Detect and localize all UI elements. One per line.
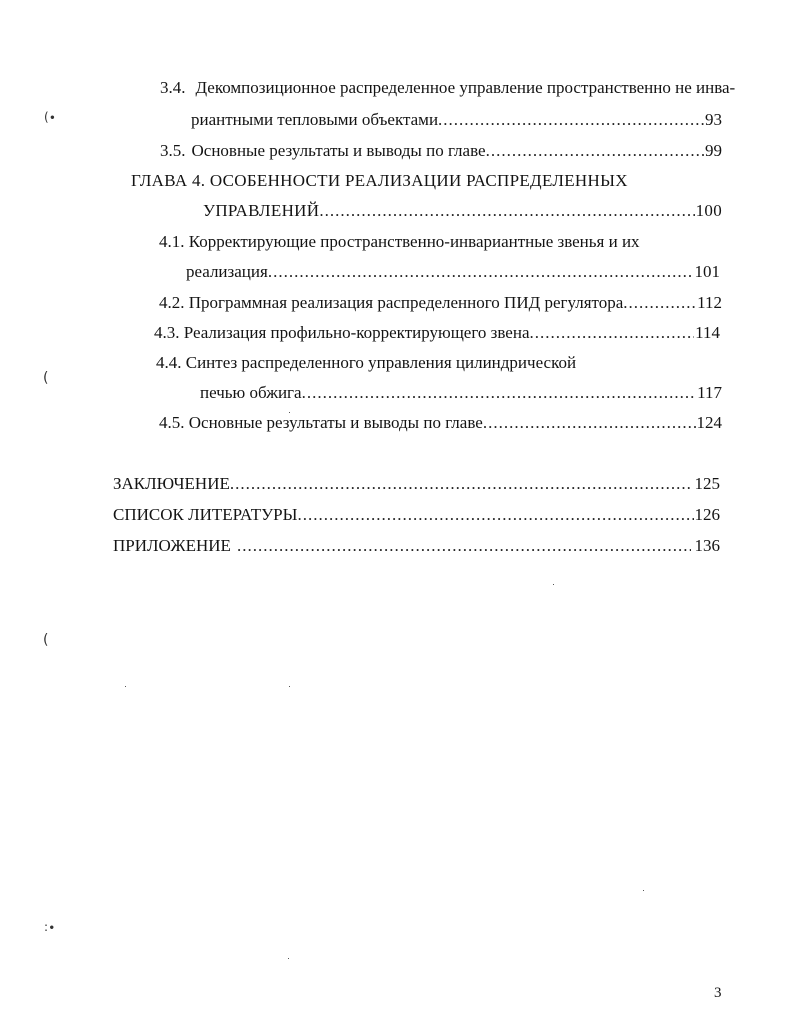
dot-leader <box>297 504 693 526</box>
toc-entry-3-4-line1 <box>160 77 736 99</box>
toc-entry-4-4-line1[interactable]: 4.4. Синтез распределенного управления цилиндрической <box>156 353 577 372</box>
toc-entry-references-page: 126 <box>694 505 720 524</box>
toc-entry-3-4-title-part2: риантными тепловыми объектами <box>191 110 439 129</box>
toc-entry-conclusion-page: 125 <box>694 474 720 493</box>
scan-speck <box>289 686 290 687</box>
toc-entry-4-3-page: 114 <box>695 323 720 342</box>
toc-entry-4-2-title: 4.2. Программная реализация распределенного ПИД регулятора <box>159 293 624 312</box>
toc-entry-4-5-page: 124 <box>696 413 722 432</box>
toc-entry-4-5-title: 4.5. Основные результаты и выводы по главе <box>159 413 483 432</box>
dot-leader <box>237 535 691 557</box>
toc-entry-references-title: СПИСОК ЛИТЕРАТУРЫ <box>113 505 298 524</box>
toc-entry-appendix[interactable] <box>113 535 720 557</box>
toc-chapter-4-title-line2: УПРАВЛЕНИЙ <box>203 201 320 220</box>
scan-speck <box>288 958 289 959</box>
toc-entry-appendix-page: 136 <box>694 536 720 555</box>
dot-leader <box>486 140 704 162</box>
page-number: 3 <box>714 985 722 1001</box>
toc-entry-3-4-page: 93 <box>705 110 722 129</box>
toc-entry-4-3[interactable] <box>154 322 720 344</box>
toc-entry-3-5-title: Основные результаты и выводы по главе <box>191 141 486 160</box>
toc-entry-4-5[interactable] <box>159 412 722 434</box>
toc-entry-appendix-title: ПРИЛОЖЕНИЕ <box>113 536 231 555</box>
dot-leader <box>268 261 694 283</box>
scan-speck <box>289 412 290 413</box>
toc-entry-4-1-page: 101 <box>694 262 720 281</box>
toc-chapter-4-title-line1[interactable]: ГЛАВА 4. ОСОБЕННОСТИ РЕАЛИЗАЦИИ РАСПРЕДЕЛЕННЫХ <box>131 171 628 190</box>
binding-hole-mark: ( <box>43 370 49 386</box>
toc-chapter-4-line2[interactable] <box>203 200 722 222</box>
toc-entry-4-4-page: 117 <box>697 383 722 402</box>
dot-leader <box>483 412 696 434</box>
binding-hole-mark: (∙ <box>44 110 57 124</box>
dot-leader <box>302 382 697 404</box>
dot-leader <box>319 200 694 222</box>
toc-entry-references[interactable] <box>113 504 720 526</box>
toc-entry-4-1-line2[interactable] <box>186 261 720 283</box>
toc-entry-4-2[interactable] <box>159 292 722 314</box>
toc-entry-conclusion[interactable] <box>113 473 720 495</box>
toc-entry-3-4-line2[interactable] <box>191 109 722 131</box>
dot-leader <box>623 292 696 314</box>
toc-entry-3-5[interactable] <box>160 140 722 162</box>
scan-speck <box>553 584 554 585</box>
toc-entry-3-5-number: 3.5. <box>160 141 186 160</box>
toc-entry-4-2-page: 112 <box>697 293 722 312</box>
dot-leader <box>230 473 690 495</box>
toc-entry-4-1-line1[interactable]: 4.1. Корректирующие пространственно-инвариантные звенья и их <box>159 232 640 251</box>
dot-leader <box>438 109 704 131</box>
toc-entry-4-1-title-part2: реализация <box>186 262 268 281</box>
dot-leader <box>530 322 695 344</box>
toc-entry-3-4-number: 3.4. <box>160 78 186 97</box>
toc-entry-4-3-title: 4.3. Реализация профильно-корректирующего звена <box>154 323 530 342</box>
toc-entry-conclusion-title: ЗАКЛЮЧЕНИЕ <box>113 474 230 493</box>
binding-hole-mark: ( <box>43 632 49 648</box>
scan-speck <box>125 686 126 687</box>
binding-hole-mark: :∙ <box>44 920 56 934</box>
toc-entry-3-5-page: 99 <box>705 141 722 160</box>
scan-speck <box>643 890 644 891</box>
toc-entry-4-4-title-part2: печью обжига <box>200 383 302 402</box>
toc-entry-3-4-title-part1: Декомпозиционное распределенное управление пространственно не инва- <box>195 78 736 97</box>
toc-entry-4-4-line2[interactable] <box>200 382 722 404</box>
toc-chapter-4-page: 100 <box>695 201 722 220</box>
